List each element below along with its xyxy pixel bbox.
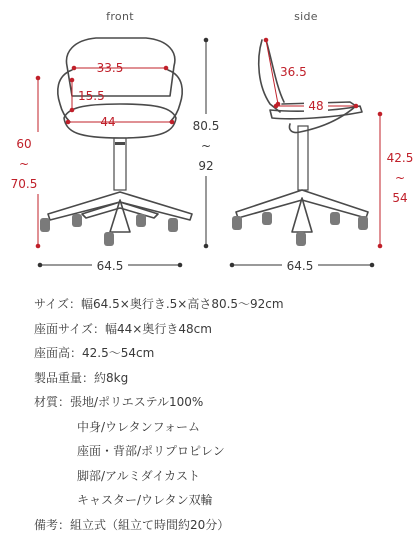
overall-height-to-value: 92 — [198, 159, 214, 173]
side-back-dim — [264, 38, 307, 107]
spec-note: 備考：組立式（組立て時間約20分） — [34, 517, 230, 532]
side-seat-height-dim — [378, 112, 418, 249]
arm-height-value: 15.5 — [78, 89, 105, 103]
side-casters — [232, 212, 368, 246]
spec-material: 材質：張地/ポリエステル100% — [34, 395, 204, 409]
side-seat-height-tilde: ~ — [394, 171, 406, 185]
side-overall-depth-value: 64.5 — [286, 259, 314, 273]
overall-height-dim — [188, 38, 224, 249]
front-arm-height-dim — [70, 78, 105, 113]
material-item: キャスター/ウレタン双輪 — [77, 493, 213, 507]
front-backrest-width-dim — [72, 61, 169, 75]
seat-width-value: 44 — [100, 115, 116, 129]
seat-height-from-value: 60 — [16, 137, 32, 151]
back-angle-value: 36.5 — [280, 65, 307, 79]
seat-depth-value: 48 — [308, 99, 324, 113]
seat-height-tilde: ~ — [18, 157, 30, 171]
front-overall-width-dim — [38, 256, 183, 274]
spec-size: サイズ：幅64.5×奥行き.5×高さ80.5〜92cm — [34, 297, 284, 311]
overall-height-tilde: ~ — [200, 139, 212, 153]
material-item: 脚部/アルミダイカスト — [77, 468, 200, 483]
overall-height-from-value: 80.5 — [192, 119, 220, 133]
side-seat-height-from-value: 42.5 — [386, 151, 414, 165]
spec-seat-height: 座面高：42.5〜54cm — [34, 346, 155, 360]
spec-seat-size: 座面サイズ：幅44×奥行き48cm — [34, 321, 212, 336]
side-view-label: side — [294, 10, 318, 23]
side-overall-depth-dim — [230, 256, 375, 274]
backrest-width-value: 33.5 — [96, 61, 124, 75]
front-overall-width-value: 64.5 — [96, 259, 124, 273]
front-view-label: front — [106, 10, 134, 23]
spec-weight: 製品重量：約8kg — [34, 370, 129, 385]
material-item: 座面・背部/ポリプロピレン — [77, 444, 225, 458]
front-casters — [40, 214, 178, 246]
material-item: 中身/ウレタンフォーム — [77, 419, 200, 434]
seat-height-to-value: 70.5 — [10, 177, 38, 191]
side-seat-height-to-value: 54 — [392, 191, 408, 205]
spec-list — [34, 292, 414, 537]
front-seat-width-dim — [66, 115, 175, 129]
